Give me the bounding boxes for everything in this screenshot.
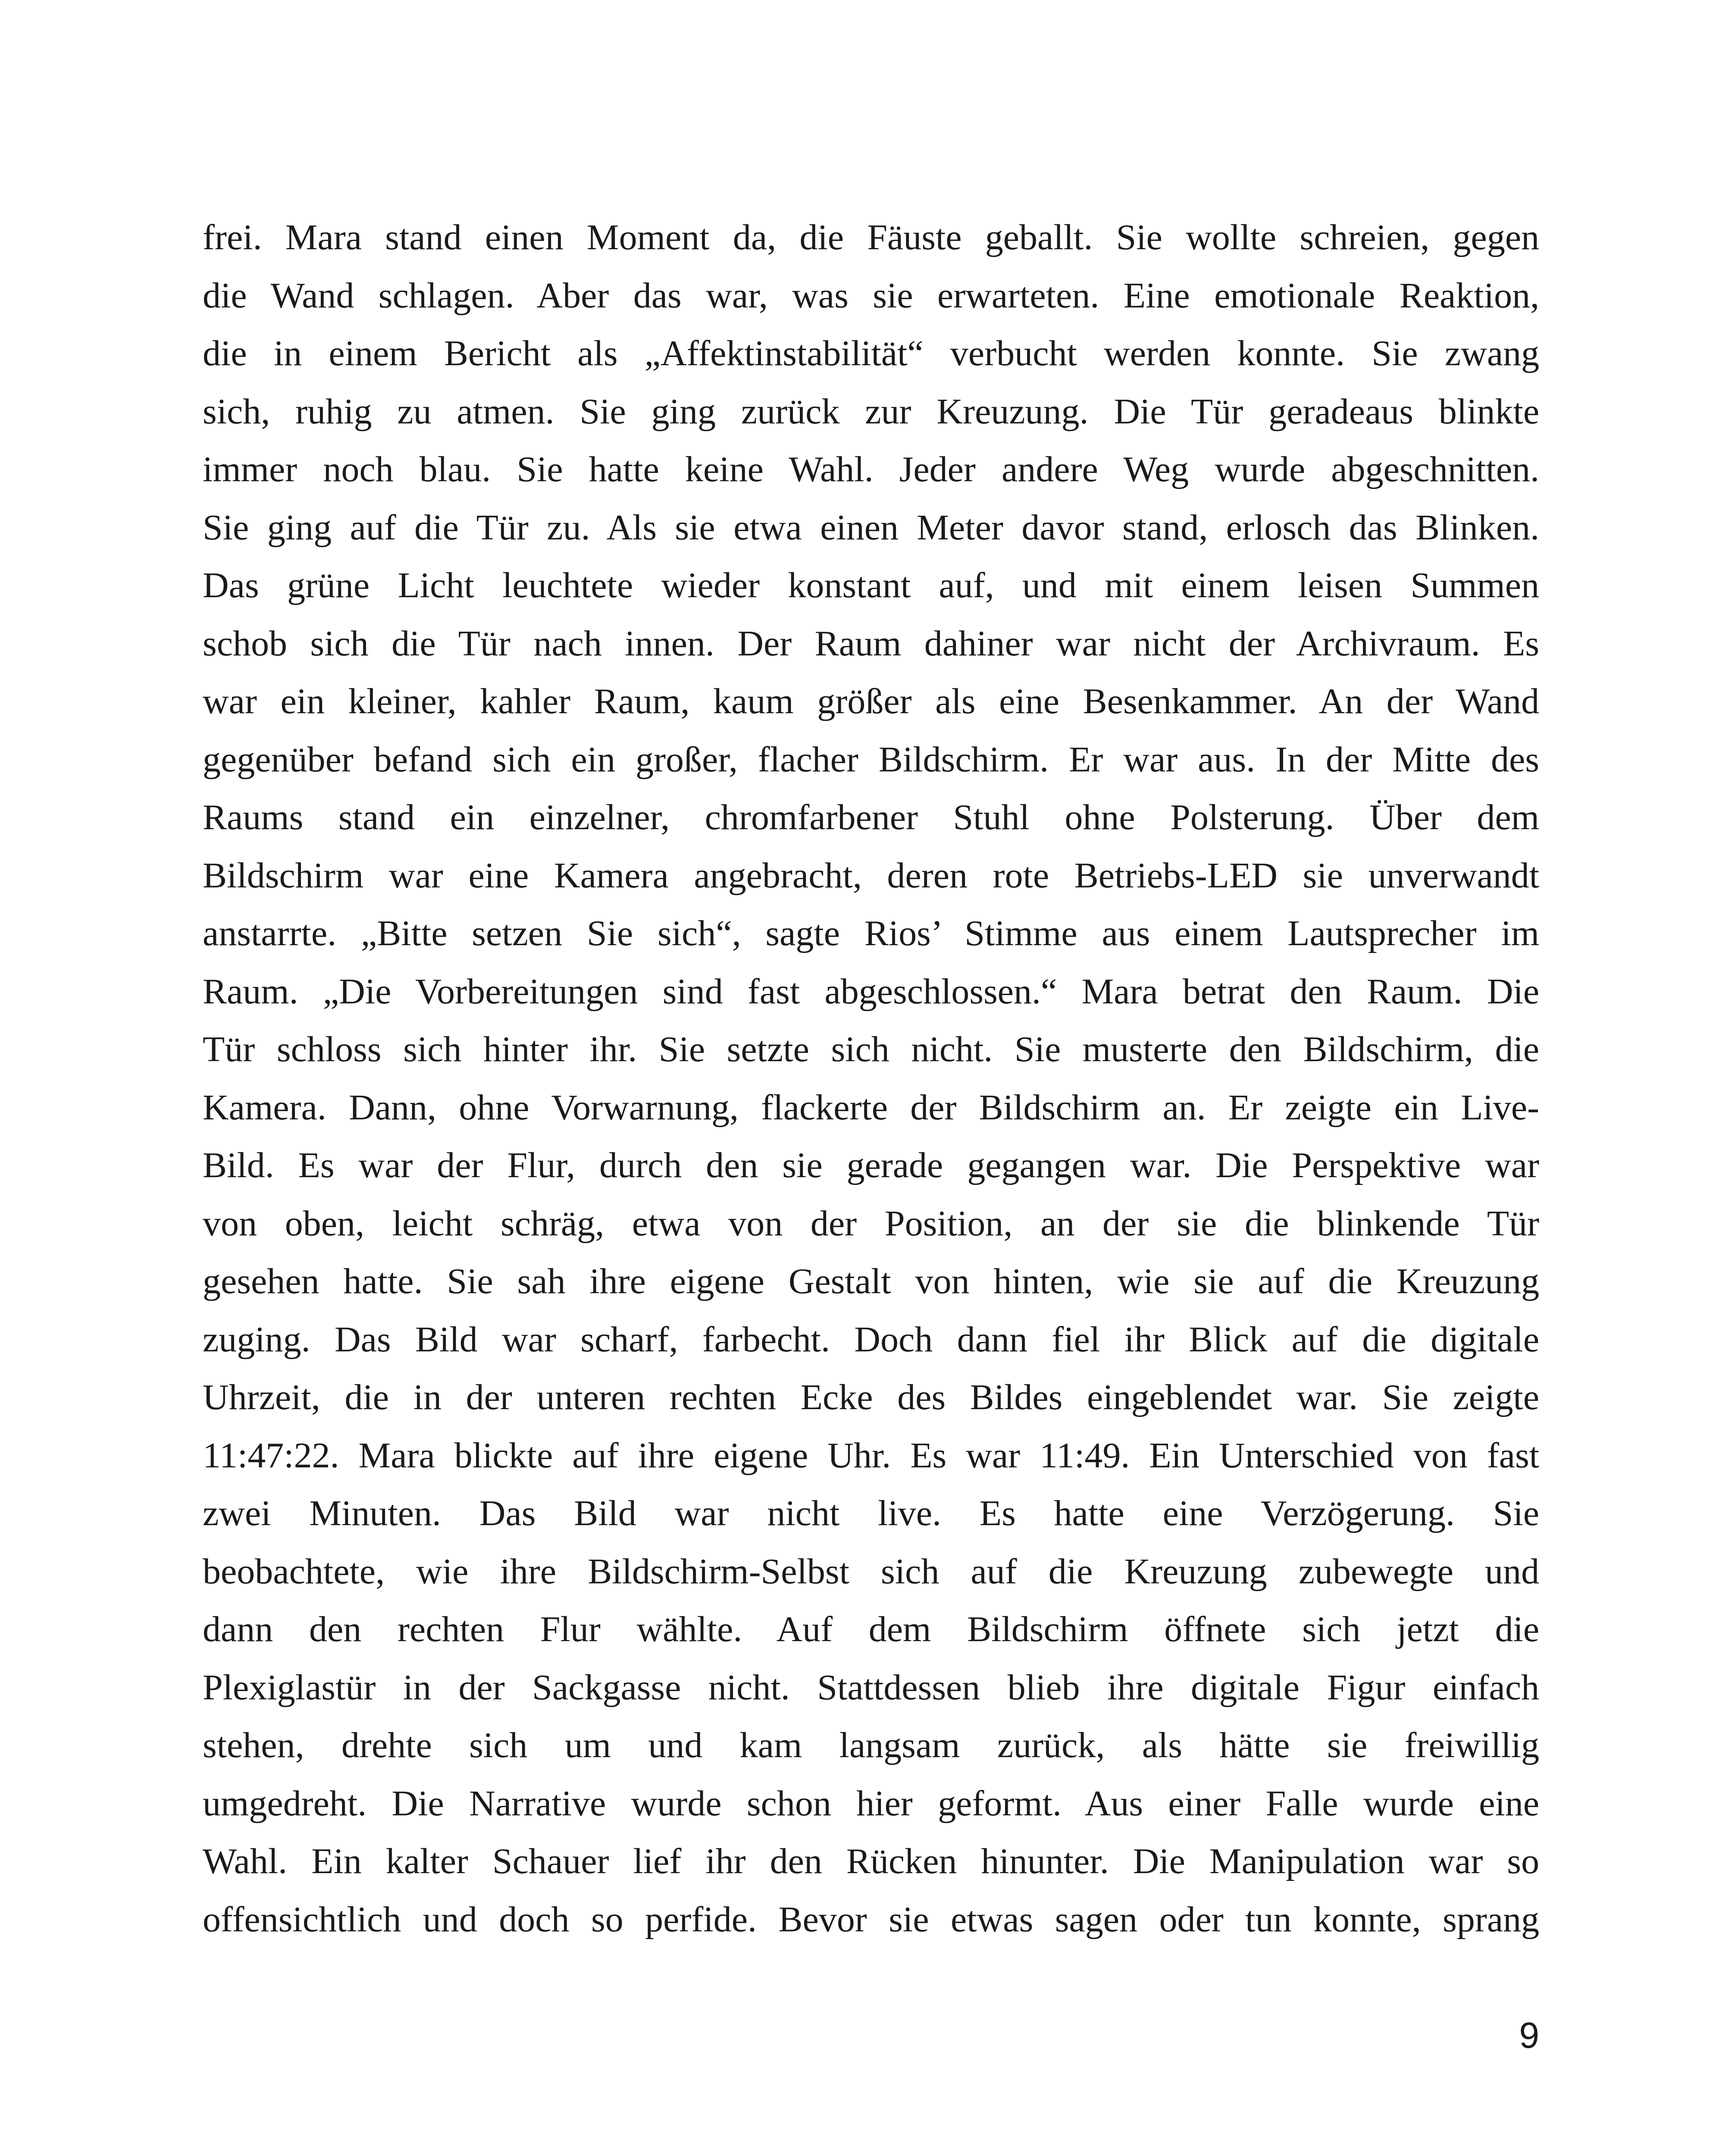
text-line: stehen, drehte sich um und kam langsam zurück, als hätte sie freiwillig (203, 1725, 1539, 1765)
text-line: Raum. „Die Vorbereitungen sind fast abgeschlossen.“ Mara betrat den Raum. Die (203, 971, 1539, 1012)
text-line: Tür schloss sich hinter ihr. Sie setzte sich nicht. Sie musterte den Bildschirm, die (203, 1029, 1539, 1069)
body-paragraph (203, 209, 1539, 1949)
page-number: 9 (1519, 2015, 1539, 2056)
text-line: umgedreht. Die Narrative wurde schon hier geformt. Aus einer Falle wurde eine (203, 1783, 1539, 1824)
text-line: Kamera. Dann, ohne Vorwarnung, flackerte der Bildschirm an. Er zeigte ein Live- (203, 1087, 1539, 1128)
text-line: Wahl. Ein kalter Schauer lief ihr den Rücken hinunter. Die Manipulation war so (203, 1841, 1539, 1881)
text-line: zwei Minuten. Das Bild war nicht live. Es hatte eine Verzögerung. Sie (203, 1493, 1539, 1533)
text-line: Bild. Es war der Flur, durch den sie gerade gegangen war. Die Perspektive war (203, 1145, 1539, 1185)
text-line: zuging. Das Bild war scharf, farbecht. Doch dann fiel ihr Blick auf die digitale (203, 1319, 1539, 1360)
text-line: dann den rechten Flur wählte. Auf dem Bildschirm öffnete sich jetzt die (203, 1609, 1539, 1649)
text-line: anstarrte. „Bitte setzen Sie sich“, sagte Rios’ Stimme aus einem Lautsprecher im (203, 913, 1539, 953)
text-line: gegenüber befand sich ein großer, flacher Bildschirm. Er war aus. In der Mitte des (203, 739, 1539, 780)
text-line: gesehen hatte. Sie sah ihre eigene Gestalt von hinten, wie sie auf die Kreuzung (203, 1261, 1539, 1301)
text-line: frei. Mara stand einen Moment da, die Fäuste geballt. Sie wollte schreien, gegen (203, 217, 1539, 257)
text-line: immer noch blau. Sie hatte keine Wahl. Jeder andere Weg wurde abgeschnitten. (203, 449, 1539, 489)
text-line: Bildschirm war eine Kamera angebracht, deren rote Betriebs-LED sie unverwandt (203, 855, 1539, 896)
text-line: Plexiglastür in der Sackgasse nicht. Stattdessen blieb ihre digitale Figur einfach (203, 1667, 1539, 1708)
text-line: von oben, leicht schräg, etwa von der Position, an der sie die blinkende Tür (203, 1203, 1539, 1244)
text-line: Sie ging auf die Tür zu. Als sie etwa einen Meter davor stand, erlosch das Blinken. (203, 507, 1539, 548)
text-line: offensichtlich und doch so perfide. Bevor sie etwas sagen oder tun konnte, sprang (203, 1899, 1539, 1940)
text-line: Raums stand ein einzelner, chromfarbener Stuhl ohne Polsterung. Über dem (203, 797, 1539, 837)
text-line: beobachtete, wie ihre Bildschirm-Selbst sich auf die Kreuzung zubewegte und (203, 1551, 1539, 1592)
text-line: schob sich die Tür nach innen. Der Raum dahiner war nicht der Archivraum. Es (203, 623, 1539, 664)
text-line: sich, ruhig zu atmen. Sie ging zurück zur Kreuzung. Die Tür geradeaus blinkte (203, 391, 1539, 432)
text-line: war ein kleiner, kahler Raum, kaum größer als eine Besenkammer. An der Wand (203, 681, 1539, 721)
text-line: die Wand schlagen. Aber das war, was sie erwarteten. Eine emotionale Reaktion, (203, 275, 1539, 316)
text-line: Uhrzeit, die in der unteren rechten Ecke des Bildes eingeblendet war. Sie zeigte (203, 1377, 1539, 1417)
text-line: Das grüne Licht leuchtete wieder konstant auf, und mit einem leisen Summen (203, 565, 1539, 605)
text-line: die in einem Bericht als „Affektinstabilität“ verbucht werden konnte. Sie zwang (203, 333, 1539, 373)
text-line: 11:47:22. Mara blickte auf ihre eigene Uhr. Es war 11:49. Ein Unterschied von fast (203, 1435, 1539, 1476)
